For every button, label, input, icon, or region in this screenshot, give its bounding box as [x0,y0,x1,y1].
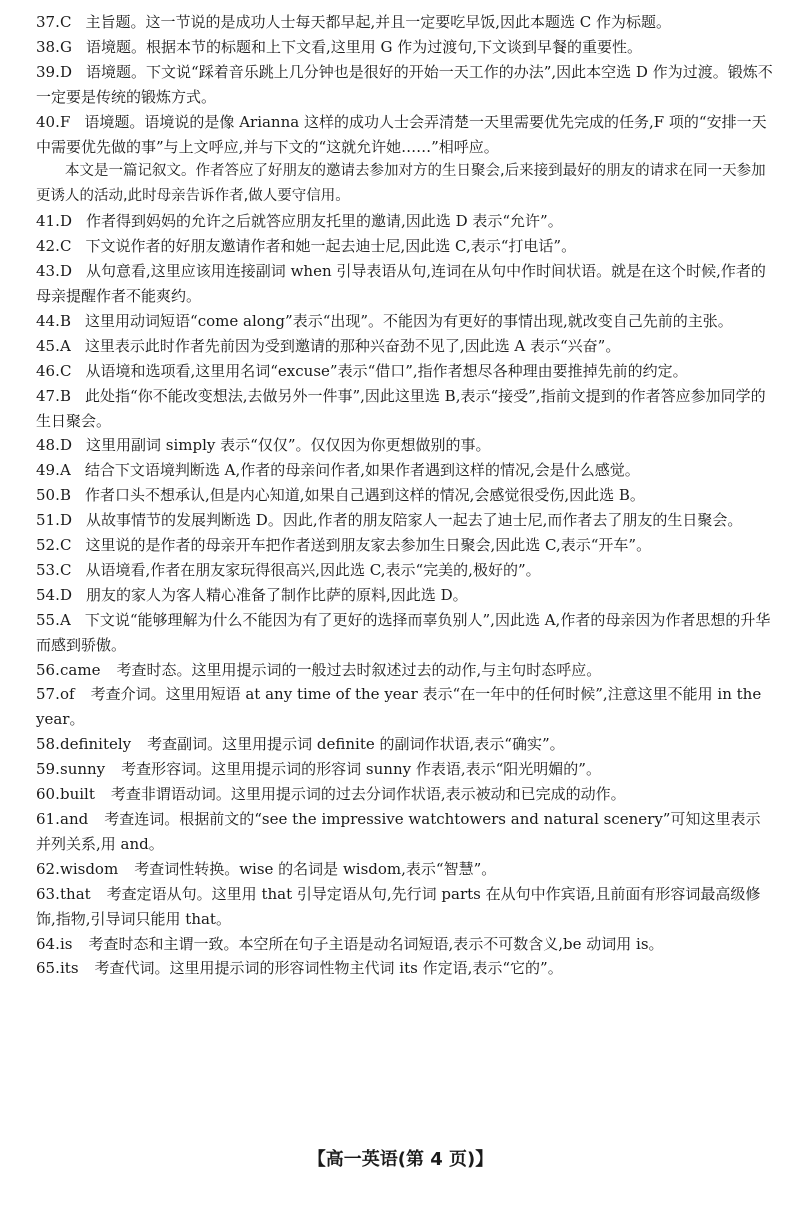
item-answer: D [60,436,73,455]
answer-item [36,882,773,932]
item-number: 60. [36,785,60,804]
answer-item [36,234,773,259]
item-answer: that [60,884,91,903]
item-number: 59. [36,760,60,779]
answer-item [36,658,773,683]
page-footer: 【高一英语(第 4 页)】 [307,1149,494,1170]
item-explanation: 考查时态和主谓一致。本空所在句子主语是动名词短语,表示不可数含义,be 动词用 is。 [88,934,664,953]
item-explanation: 语境题。下文说“踩着音乐跳上几分钟也是很好的开始一天工作的办法”,因此本空选 D 作为过渡。锻炼不一定要是传统的锻炼方式。 [36,62,773,106]
answer-item [36,583,773,608]
item-answer: D [60,262,73,281]
item-explanation: 考查介词。这里用短语 at any time of the year 表示“在一年中的任何时候”,注意这里不能用 in the year。 [36,685,762,729]
item-explanation: 下文说作者的好朋友邀请作者和她一起去迪士尼,因此选 C,表示“打电话”。 [85,237,577,256]
item-answer: A [60,461,71,480]
item-number: 62. [36,859,60,878]
item-explanation: 此处指“你不能改变想法,去做另外一件事”,因此这里选 B,表示“接受”,指前文提到的作者答应参加同学的生日聚会。 [36,386,766,430]
answer-item [36,682,773,732]
answer-item [36,110,773,160]
answer-item [36,558,773,583]
item-number: 49. [36,461,60,480]
item-answer: D [60,62,73,81]
item-answer: D [60,585,73,604]
item-explanation: 考查词性转换。wise 的名词是 wisdom,表示“智慧”。 [134,859,497,878]
item-answer: definitely [60,735,132,754]
item-answer: A [60,610,71,629]
item-explanation: 考查定语从句。这里用 that 引导定语从句,先行词 parts 在从句中作宾语,且前面有形容词最高级修饰,指物,引导词只能用 that。 [36,884,761,928]
item-number: 51. [36,511,60,530]
item-explanation: 考查形容词。这里用提示词的形容词 sunny 作表语,表示“阳光明媚的”。 [121,760,601,779]
item-explanation: 语境题。根据本节的标题和上下文看,这里用 G 作为过渡句,下文谈到早餐的重要性。 [85,37,643,56]
item-answer: its [60,959,79,978]
item-number: 58. [36,735,60,754]
item-explanation: 结合下文语境判断选 A,作者的母亲问作者,如果作者遇到这样的情况,会是什么感觉。 [84,461,640,480]
item-number: 63. [36,884,60,903]
item-answer: C [60,13,72,31]
item-number: 64. [36,934,60,953]
answer-item [36,483,773,508]
item-number: 48. [36,436,60,455]
item-number: 65. [36,959,60,978]
item-answer: D [60,212,73,231]
item-explanation: 从语境看,作者在朋友家玩得很高兴,因此选 C,表示“完美的,极好的”。 [85,560,541,579]
answer-item [36,782,773,807]
answer-item [36,384,773,434]
item-number: 52. [36,536,60,555]
item-answer: is [60,934,73,953]
answer-item [36,857,773,882]
answer-item [36,309,773,334]
item-number: 57. [36,685,60,704]
item-number: 39. [36,62,60,81]
answer-item [36,334,773,359]
item-number: 45. [36,336,60,355]
item-explanation: 考查连词。根据前文的“see the impressive watchtowers and natural scenery”可知这里表示并列关系,用 and。 [36,810,761,853]
item-answer: wisdom [60,859,119,878]
answer-item [36,35,773,60]
item-answer: B [60,386,72,405]
item-explanation: 从语境和选项看,这里用名词“excuse”表示“借口”,指作者想尽各种理由要推掉先前的约定。 [85,361,688,380]
answer-item [36,732,773,757]
item-answer: and [60,810,89,828]
item-explanation: 从句意看,这里应该用连接副词 when 引导表语从句,连词在从句中作时间状语。就是在这个时候,作者的母亲提醒作者不能爽约。 [36,262,766,305]
item-explanation: 语境题。语境说的是像 Arianna 这样的成功人士会弄清楚一天里需要优先完成的任务,F 项的“安排一天中需要优先做的事”与上文呼应,并与下文的“这就允许她……”相呼应。 [36,112,767,156]
item-answer: G [60,37,72,56]
answer-list-cloze [36,209,773,981]
answer-item [36,209,773,234]
item-explanation: 这里说的是作者的母亲开车把作者送到朋友家去参加生日聚会,因此选 C,表示“开车”。 [85,536,652,555]
item-number: 44. [36,311,60,330]
item-number: 46. [36,361,60,380]
answer-item [36,608,773,658]
item-answer: C [60,536,72,555]
item-number: 53. [36,560,60,579]
answer-item [36,807,773,857]
answer-item [36,458,773,483]
item-explanation: 考查副词。这里用提示词 definite 的副词作状语,表示“确实”。 [147,735,565,754]
item-explanation: 这里表示此时作者先前因为受到邀请的那种兴奋劲不见了,因此选 A 表示“兴奋”。 [84,336,621,355]
item-answer: B [60,311,72,330]
answer-item [36,533,773,558]
item-answer: F [60,112,71,131]
item-answer: sunny [60,760,106,779]
item-explanation: 考查代词。这里用提示词的形容词性物主代词 its 作定语,表示“它的”。 [94,959,563,978]
answer-item [36,359,773,384]
answer-list-reading [36,10,773,159]
item-explanation: 这里用动词短语“come along”表示“出现”。不能因为有更好的事情出现,就改变自己先前的主张。 [85,311,733,330]
item-answer: C [60,560,72,579]
item-explanation: 朋友的家人为客人精心准备了制作比萨的原料,因此选 D。 [86,585,468,604]
answer-item [36,10,773,35]
passage-summary: 本文是一篇记叙文。作者答应了好朋友的邀请去参加对方的生日聚会,后来接到最好的朋友的请求在同一天参加更诱人的活动,此时母亲告诉作者,做人要守信用。 [36,163,766,205]
item-explanation: 这里用副词 simply 表示“仅仅”。仅仅因为你更想做别的事。 [86,436,491,455]
item-number: 47. [36,386,60,405]
item-answer: C [60,361,72,380]
item-number: 41. [36,212,60,231]
item-explanation: 考查非谓语动词。这里用提示词的过去分词作状语,表示被动和已完成的动作。 [110,785,626,804]
item-explanation: 从故事情节的发展判断选 D。因此,作者的朋友陪家人一起去了迪士尼,而作者去了朋友的生日聚会。 [86,511,743,530]
answer-item [36,60,773,110]
item-explanation: 下文说“能够理解为什么不能因为有了更好的选择而辜负别人”,因此选 A,作者的母亲因为作者思想的升华而感到骄傲。 [36,610,771,654]
item-answer: A [60,336,71,355]
item-explanation: 作者得到妈妈的允许之后就答应朋友托里的邀请,因此选 D 表示“允许”。 [86,212,563,231]
item-answer: built [60,785,95,804]
item-number: 42. [36,237,60,256]
item-answer: of [60,685,75,704]
item-number: 37. [36,13,60,31]
answer-item [36,259,773,309]
item-number: 50. [36,486,60,505]
item-answer: D [60,511,73,530]
item-answer: B [60,486,72,505]
answer-item [36,433,773,458]
item-explanation: 考查时态。这里用提示词的一般过去时叙述过去的动作,与主句时态呼应。 [116,660,602,679]
answer-item [36,757,773,782]
item-number: 54. [36,585,60,604]
item-answer: came [60,660,101,679]
item-number: 40. [36,112,60,131]
item-explanation: 主旨题。这一节说的是成功人士每天都早起,并且一定要吃早饭,因此本题选 C 作为标题。 [85,13,672,31]
item-number: 55. [36,610,60,629]
item-number: 56. [36,660,60,679]
item-number: 61. [36,810,60,828]
item-number: 43. [36,262,60,281]
item-number: 38. [36,37,60,56]
item-explanation: 作者口头不想承认,但是内心知道,如果自己遇到这样的情况,会感觉很受伤,因此选 B。 [85,486,645,505]
answer-item [36,508,773,533]
answer-item [36,956,773,981]
answer-item [36,932,773,957]
item-answer: C [60,237,72,256]
